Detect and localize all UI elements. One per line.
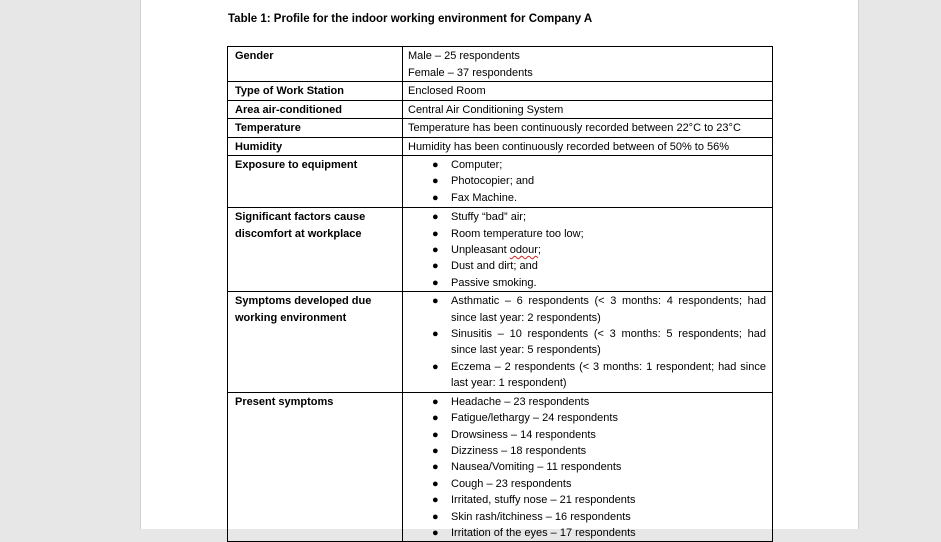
row-label: Present symptoms [228, 392, 403, 542]
list-item: ● Photocopier; and [408, 173, 768, 189]
list-item: ● Computer; [408, 157, 768, 173]
bullet-icon: ● [432, 175, 439, 188]
symptoms-developed-list [408, 293, 768, 391]
list-item: ● Fatigue/lethargy – 24 respondents [408, 410, 768, 426]
row-value: Temperature has been continuously recorded between 22°C to 23°C [403, 119, 773, 138]
row-value [403, 292, 773, 392]
bullet-icon: ● [432, 360, 439, 373]
list-item: ● Room temperature too low; [408, 226, 768, 242]
spellcheck-flagged-word[interactable]: odour [509, 244, 538, 257]
gender-male: Male – 25 respondents [408, 50, 520, 62]
table-row-humidity [228, 137, 773, 156]
list-item: ● Skin rash/itchiness – 16 respondents [408, 509, 768, 525]
list-item: ● Fax Machine. [408, 190, 768, 206]
table-row-present-symptoms [228, 392, 773, 542]
table-row-temperature [228, 119, 773, 138]
list-item: ● Stuffy “bad” air; [408, 209, 768, 225]
list-item: ● Unpleasant odour; [408, 242, 768, 258]
row-label: Symptoms developed due working environment [228, 292, 403, 392]
bullet-icon: ● [432, 227, 439, 240]
bullet-icon: ● [432, 428, 439, 441]
row-value [403, 392, 773, 542]
table-row-equipment [228, 156, 773, 208]
row-value: Humidity has been continuously recorded between of 50% to 56% [403, 137, 773, 156]
row-value [403, 208, 773, 292]
table-row-work-station [228, 82, 773, 101]
bullet-icon: ● [432, 477, 439, 490]
list-item: ● Passive smoking. [408, 275, 768, 291]
list-item: ● Asthmatic – 6 respondents (< 3 months: 4 respondents; had since last year: 2 respondents) [432, 295, 766, 324]
bullet-icon: ● [432, 444, 439, 457]
row-label: Type of Work Station [228, 82, 403, 101]
bullet-icon: ● [432, 328, 439, 341]
bullet-icon: ● [432, 260, 439, 273]
bullet-icon: ● [432, 244, 439, 257]
discomfort-list [408, 209, 768, 291]
row-label: Humidity [228, 137, 403, 156]
gender-female: Female – 37 respondents [408, 66, 533, 79]
list-item: ● Drowsiness – 14 respondents [408, 427, 768, 443]
row-label: Gender [228, 47, 403, 82]
table-row-air-conditioned [228, 100, 773, 119]
list-item: ● Eczema – 2 respondents (< 3 months: 1 respondent; had since last year: 1 respondent) [432, 360, 766, 390]
row-value [403, 156, 773, 208]
bullet-icon: ● [432, 395, 439, 408]
profile-table [227, 46, 773, 542]
row-label: Temperature [228, 119, 403, 138]
table-caption: Table 1: Profile for the indoor working environment for Company A [228, 13, 593, 25]
equipment-list [408, 157, 768, 206]
list-item: ● Cough – 23 respondents [408, 476, 768, 492]
bullet-icon: ● [432, 526, 439, 539]
bullet-icon: ● [432, 412, 439, 425]
list-item: ● Headache – 23 respondents [408, 394, 768, 410]
row-value: Central Air Conditioning System [403, 100, 773, 119]
bullet-icon: ● [432, 510, 439, 523]
bullet-icon: ● [432, 494, 439, 507]
row-label: Exposure to equipment [228, 156, 403, 208]
bullet-icon: ● [432, 295, 439, 308]
present-symptoms-list [408, 394, 768, 542]
list-item: ● Nausea/Vomiting – 11 respondents [408, 459, 768, 475]
row-label: Area air-conditioned [228, 100, 403, 119]
bullet-icon: ● [432, 461, 439, 474]
row-label: Significant factors cause discomfort at workplace [228, 208, 403, 292]
table-row-discomfort [228, 208, 773, 292]
row-value: Enclosed Room [403, 82, 773, 101]
bullet-icon: ● [432, 191, 439, 204]
list-item: ● Irritated, stuffy nose – 21 respondents [408, 492, 768, 508]
list-item: ● Irritation of the eyes – 17 respondents [408, 525, 768, 541]
bullet-icon: ● [432, 211, 439, 224]
bullet-icon: ● [432, 159, 439, 171]
bullet-icon: ● [432, 276, 439, 289]
list-item: ● Dust and dirt; and [408, 258, 768, 274]
list-item: ● Sinusitis – 10 respondents (< 3 months: 5 respondents; had since last year: 5 respondents) [432, 328, 766, 357]
list-item: ● Dizziness – 18 respondents [408, 443, 768, 459]
table-row-gender [228, 47, 773, 82]
table-row-symptoms-developed [228, 292, 773, 392]
document-page [140, 0, 859, 539]
row-value [403, 47, 773, 82]
